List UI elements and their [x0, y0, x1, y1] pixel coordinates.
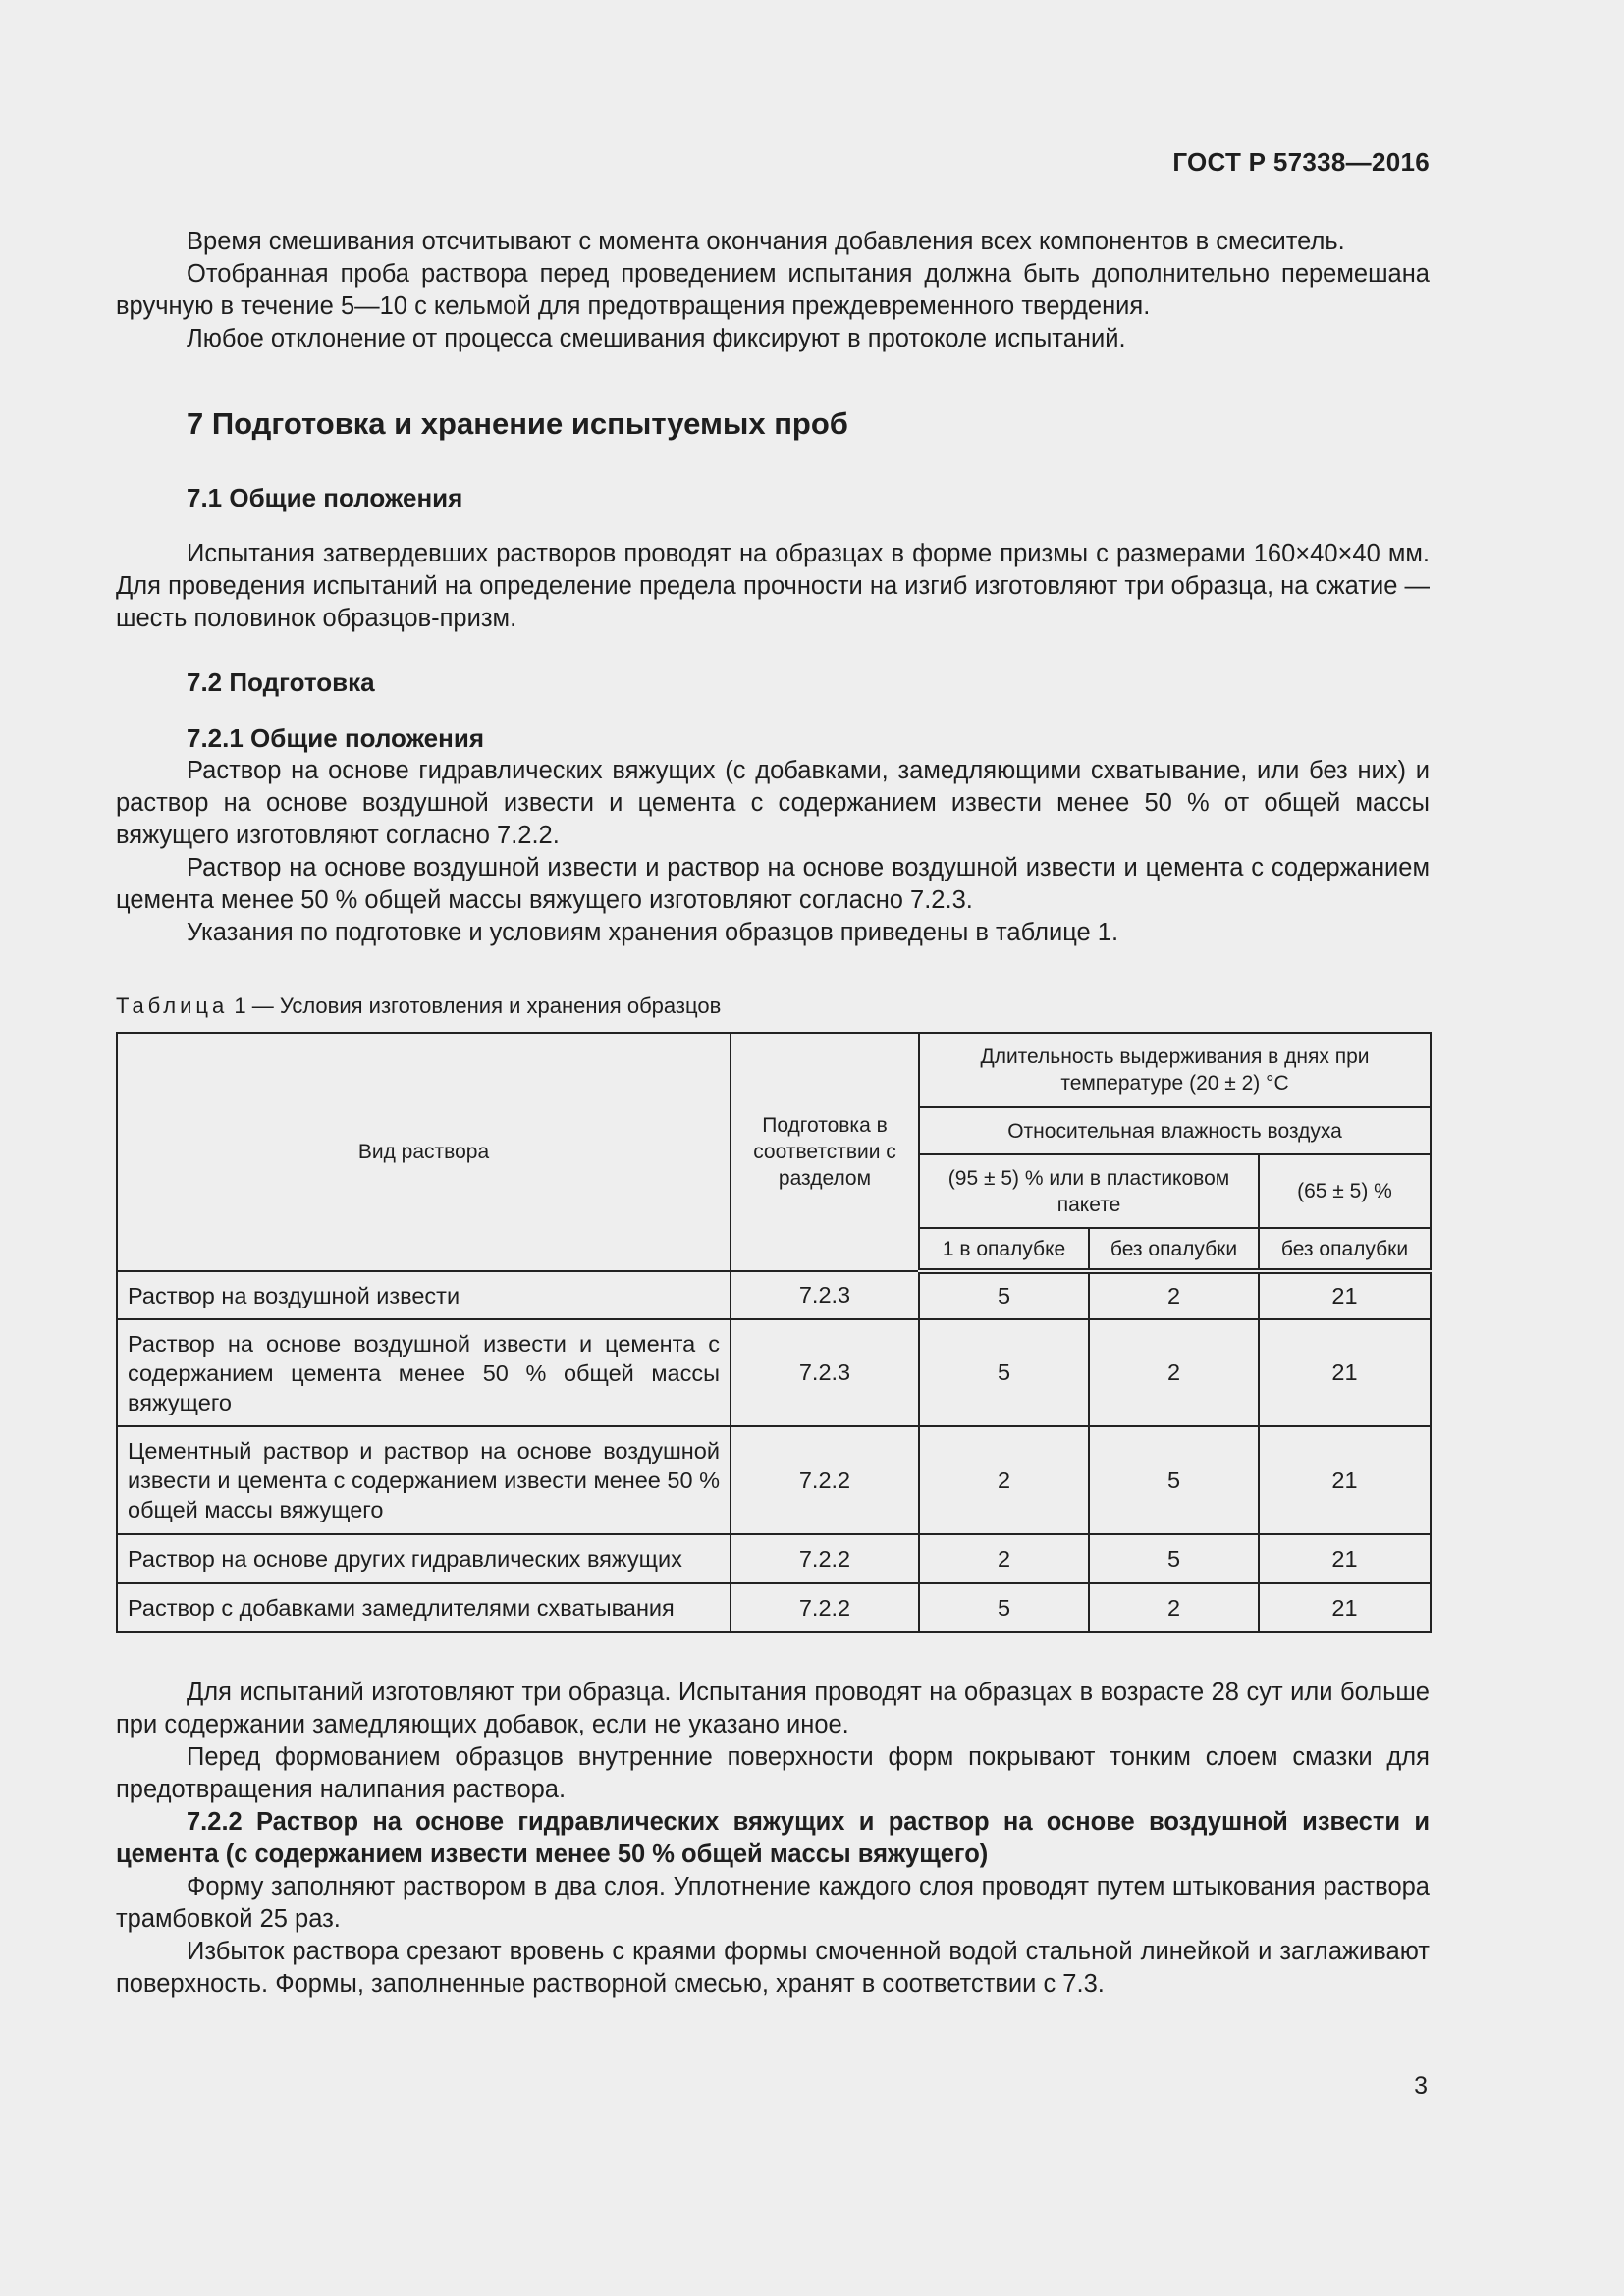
- paragraph: Отобранная проба раствора перед проведением испытания должна быть дополнительно перемешана вручную в течение 5—10 с кельмой для предотвращения преждевременного твердения.: [116, 260, 1430, 320]
- cell-value: 21: [1259, 1319, 1431, 1426]
- paragraph: Для испытаний изготовляют три образца. Испытания проводят на образцах в возрасте 28 сут или больше при содержании замедляющих добавок, если не указано иное.: [116, 1679, 1430, 1738]
- table-row: [117, 1271, 1431, 1319]
- cell-value: 2: [1089, 1271, 1259, 1319]
- header-cell-prep: Подготовка в соответствии с разделом: [731, 1033, 919, 1271]
- cell-value: 21: [1259, 1271, 1431, 1319]
- cell-type: Цементный раствор и раствор на основе воздушной извести и цемента с содержанием извести менее 50 % общей массы вяжущего: [117, 1426, 731, 1534]
- cell-type: Раствор с добавками замедлителями схватывания: [117, 1583, 731, 1632]
- paragraph: Избыток раствора срезают вровень с краями формы смоченной водой стальной линейкой и заглаживают поверхность. Формы, заполненные растворной смесью, хранят в соответствии с 7.3.: [116, 1938, 1430, 1998]
- section-heading: 7 Подготовка и хранение испытуемых проб: [187, 406, 848, 441]
- cell-value: 5: [1089, 1534, 1259, 1583]
- table-row: [117, 1583, 1431, 1632]
- cell-prep: 7.2.3: [731, 1271, 919, 1319]
- subsection-heading: 7.2.2 Раствор на основе гидравлических вяжущих и раствор на основе воздушной извести и цемента (с содержанием извести менее 50 % общей массы вяжущего): [116, 1808, 1430, 1868]
- header-cell-humidity: Относительная влажность воздуха: [919, 1107, 1431, 1154]
- cell-prep: 7.2.3: [731, 1319, 919, 1426]
- header-cell-duration: Длительность выдерживания в днях при температуре (20 ± 2) °С: [919, 1033, 1431, 1107]
- table-row: [117, 1534, 1431, 1583]
- cell-value: 5: [919, 1583, 1089, 1632]
- cell-value: 2: [1089, 1583, 1259, 1632]
- paragraph: Указания по подготовке и условиям хранения образцов приведены в таблице 1.: [187, 919, 1119, 946]
- header-cell-sub: 1 в опалубке: [919, 1228, 1089, 1271]
- paragraph: Раствор на основе воздушной извести и раствор на основе воздушной извести и цемента с содержанием цемента менее 50 % общей массы вяжущего изготовляют согласно 7.2.3.: [116, 854, 1430, 914]
- cell-value: 5: [919, 1319, 1089, 1426]
- cell-value: 21: [1259, 1534, 1431, 1583]
- table-caption-label: Таблица: [116, 993, 229, 1018]
- header-cell-humidity-65: (65 ± 5) %: [1259, 1154, 1431, 1228]
- cell-value: 21: [1259, 1583, 1431, 1632]
- subsection-heading: 7.1 Общие положения: [187, 483, 463, 512]
- cell-type: Раствор на основе воздушной извести и цемента с содержанием цемента менее 50 % общей массы вяжущего: [117, 1319, 731, 1426]
- paragraph: Любое отклонение от процесса смешивания фиксируют в протоколе испытаний.: [187, 325, 1126, 352]
- cell-prep: 7.2.2: [731, 1534, 919, 1583]
- cell-value: 21: [1259, 1426, 1431, 1534]
- cell-type: Раствор на основе других гидравлических вяжущих: [117, 1534, 731, 1583]
- after-table-paragraphs: [116, 1677, 1430, 2001]
- document-page: [116, 0, 1430, 2296]
- header-cell-sub: без опалубки: [1089, 1228, 1259, 1271]
- cell-value: 5: [919, 1271, 1089, 1319]
- cell-prep: 7.2.2: [731, 1426, 919, 1534]
- document-id-header: ГОСТ Р 57338—2016: [1172, 147, 1430, 177]
- paragraph: Испытания затвердевших растворов проводят на образцах в форме призмы с размерами 160×40×40 мм. Для проведения испытаний на определение предела прочности на изгиб изготовляют три образца, на сжатие — шесть половинок образцов-призм.: [116, 540, 1430, 632]
- cell-value: 2: [1089, 1319, 1259, 1426]
- subsection-heading: 7.2.1 Общие положения: [187, 723, 484, 753]
- table-caption: [116, 992, 1430, 1020]
- table-caption-text: 1 — Условия изготовления и хранения образцов: [228, 993, 722, 1018]
- subsection-heading: 7.2 Подготовка: [187, 667, 375, 697]
- header-cell-humidity-95: (95 ± 5) % или в пластиковом пакете: [919, 1154, 1259, 1228]
- cell-value: 5: [1089, 1426, 1259, 1534]
- page-number: 3: [1414, 2072, 1428, 2100]
- table-row: [117, 1426, 1431, 1534]
- header-cell-type: Вид раствора: [117, 1033, 731, 1271]
- paragraph: Время смешивания отсчитывают с момента окончания добавления всех компонентов в смеситель.: [187, 228, 1345, 255]
- header-cell-sub: без опалубки: [1259, 1228, 1431, 1271]
- paragraph: Раствор на основе гидравлических вяжущих (с добавками, замедляющими схватывание, или без них) и раствор на основе воздушной извести и цемента с содержанием извести менее 50 % от общей массы вяжущего изготовляют согласно 7.2.2.: [116, 757, 1430, 849]
- cell-prep: 7.2.2: [731, 1583, 919, 1632]
- cell-type: Раствор на воздушной извести: [117, 1271, 731, 1319]
- paragraph: Перед формованием образцов внутренние поверхности форм покрывают тонким слоем смазки для предотвращения налипания раствора.: [116, 1743, 1430, 1803]
- conditions-table: [116, 1032, 1432, 1633]
- intro-paragraphs: [116, 226, 1430, 355]
- cell-value: 2: [919, 1426, 1089, 1534]
- paragraph: Форму заполняют раствором в два слоя. Уплотнение каждого слоя проводят путем штыкования раствора трамбовкой 25 раз.: [116, 1873, 1430, 1933]
- table-row: [117, 1319, 1431, 1426]
- cell-value: 2: [919, 1534, 1089, 1583]
